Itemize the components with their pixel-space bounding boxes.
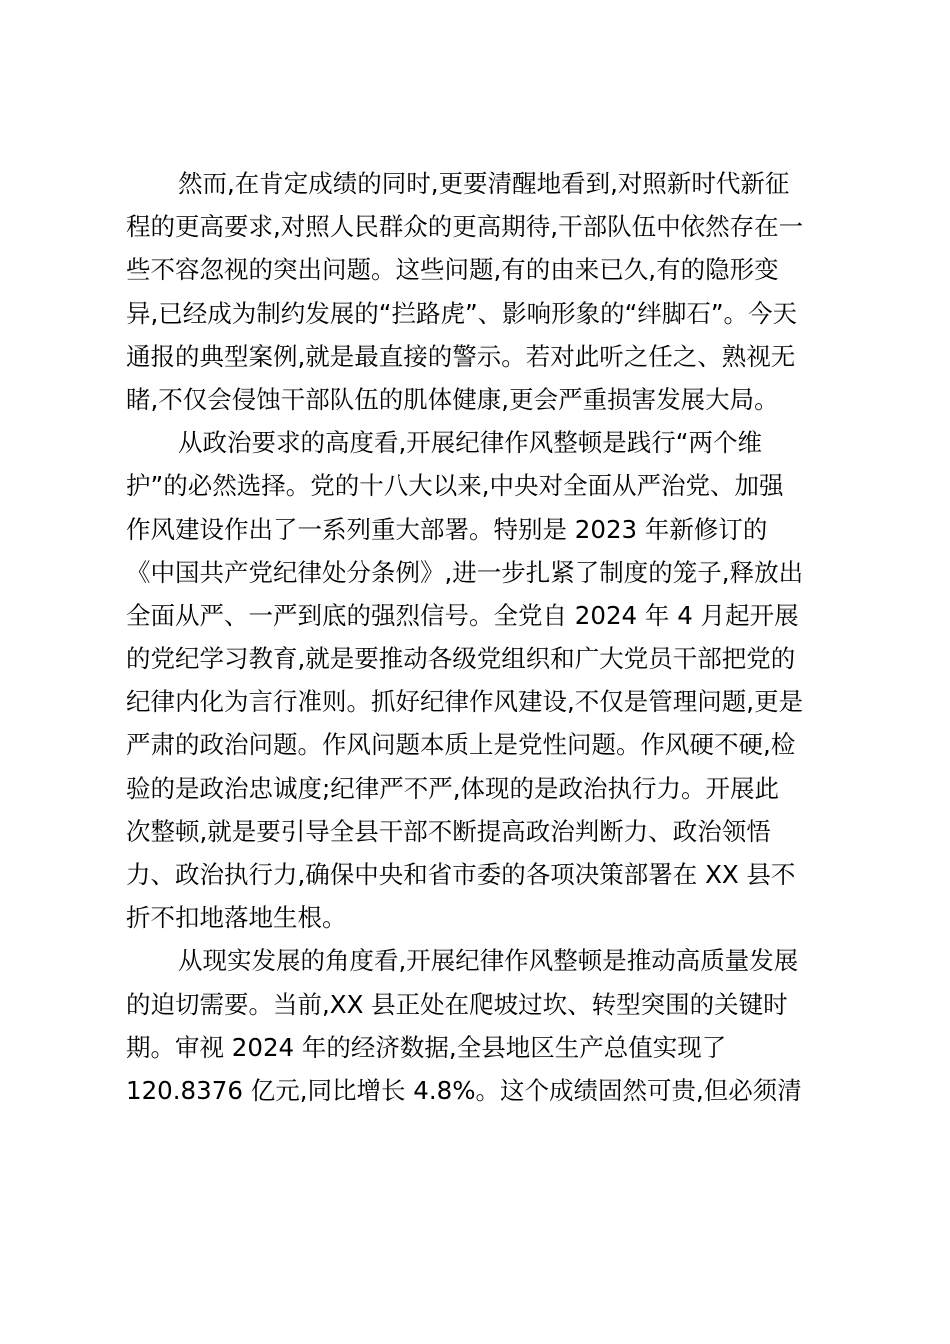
text-line: 验的是政治忠诚度;纪律严不严,体现的是政治执行力。开展此: [126, 773, 780, 803]
text-line: 作风建设作出了一系列重大部署。特别是 2023 年新修订的: [126, 514, 768, 544]
document-body: [126, 162, 846, 1112]
text-line: 从现实发展的角度看,开展纪律作风整顿是推动高质量发展: [178, 946, 799, 976]
text-line: 的迫切需要。当前,XX 县正处在爬坡过坎、转型突围的关键时: [126, 989, 788, 1019]
text-line: 睹,不仅会侵蚀干部队伍的肌体健康,更会严重损害发展大局。: [126, 384, 779, 414]
text-line: 从政治要求的高度看,开展纪律作风整顿是践行“两个维: [178, 428, 762, 458]
text-line: 折不扣地落地生根。: [126, 903, 347, 933]
text-line: 些不容忽视的突出问题。这些问题,有的由来已久,有的隐形变: [126, 255, 779, 285]
text-line: 严肃的政治问题。作风问题本质上是党性问题。作风硬不硬,检: [126, 730, 796, 760]
text-line: 然而,在肯定成绩的同时,更要清醒地看到,对照新时代新征: [178, 169, 790, 198]
text-line: 程的更高要求,对照人民群众的更高期待,干部队伍中依然存在一: [126, 212, 804, 242]
text-line: 异,已经成为制约发展的“拦路虎”、影响形象的“绊脚石”。今天: [126, 298, 798, 328]
text-line: 全面从严、一严到底的强烈信号。全党自 2024 年 4 月起开展: [126, 600, 799, 630]
paragraph: [126, 162, 846, 421]
text-line: 纪律内化为言行准则。抓好纪律作风建设,不仅是管理问题,更是: [126, 687, 804, 717]
text-line: 力、政治执行力,确保中央和省市委的各项决策部署在 XX 县不: [126, 860, 796, 889]
text-line: 通报的典型案例,就是最直接的警示。若对此听之任之、熟视无: [126, 341, 796, 371]
paragraph: [126, 421, 846, 939]
paragraph: [126, 939, 846, 1112]
text-line: 护”的必然选择。党的十八大以来,中央对全面从严治党、加强: [126, 471, 784, 501]
text-line: 次整顿,就是要引导全县干部不断提高政治判断力、政治领悟: [126, 816, 771, 846]
text-line: 期。审视 2024 年的经济数据,全县地区生产总值实现了: [126, 1032, 727, 1062]
text-line: 《中国共产党纪律处分条例》,进一步扎紧了制度的笼子,释放出: [126, 557, 804, 587]
text-line: 的党纪学习教育,就是要推动各级党组织和广大党员干部把党的: [126, 644, 796, 674]
text-line: 120.8376 亿元,同比增长 4.8%。这个成绩固然可贵,但必须清: [126, 1075, 802, 1105]
